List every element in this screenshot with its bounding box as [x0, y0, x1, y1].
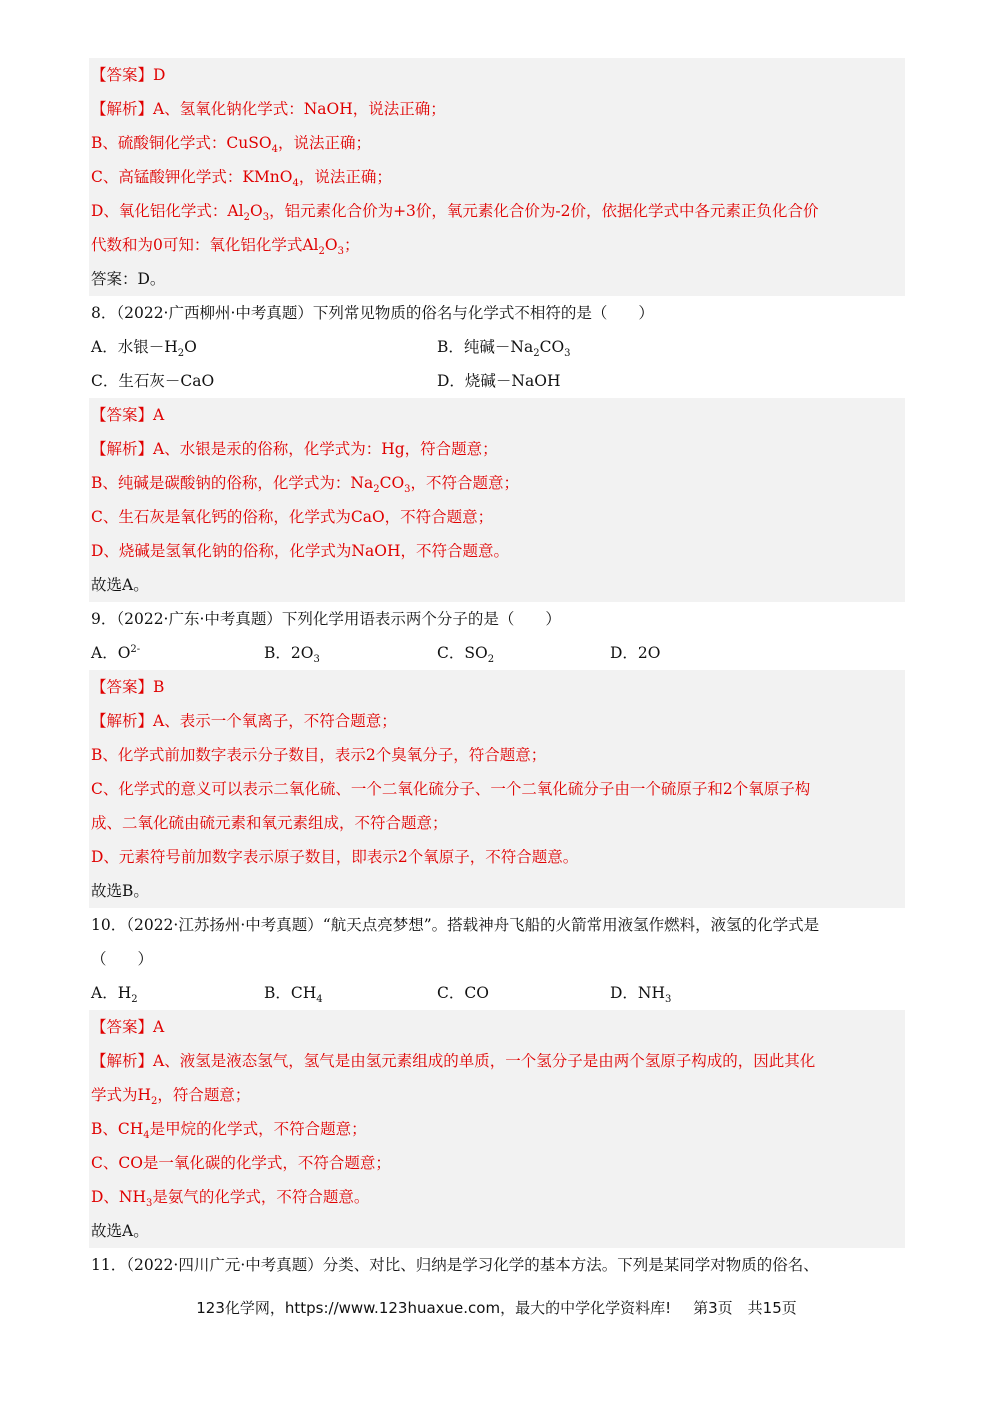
answer-label: 【答案】B [91, 678, 165, 696]
analysis-line: D、氧化铝化学式：$Al_2O_3$，铝元素化合价为+3价，氧元素化合价为-2价，依据化学式中各元素正负化合价 [91, 202, 819, 224]
question-options [89, 976, 905, 1010]
analysis-line: 代数和为0可知：氧化铝化学式$Al_2O_3$； [91, 236, 360, 258]
analysis-line: C、化学式的意义可以表示二氧化硫、一个二氧化硫分子、一个二氧化硫分子由一个硫原子和2个氧原子构 [91, 780, 811, 798]
question-stem-cont: （ ） [91, 950, 154, 968]
analysis-line: 【解析】A、液氢是液态氢气，氢气是由氢元素组成的单质，一个氢分子是由两个氢原子构成的，因此其化 [91, 1052, 816, 1070]
question-stem: 11．（2022·四川广元·中考真题）分类、对比、归纳是学习化学的基本方法。下列是某同学对物质的俗名、 [91, 1256, 819, 1274]
question-stem: 9．（2022·广东·中考真题）下列化学用语表示两个分子的是（ ） [91, 610, 561, 628]
analysis-line: B、化学式前加数字表示分子数目，表示2个臭氧分子，符合题意； [91, 746, 547, 764]
option-c: C．生石灰－CaO [91, 372, 215, 390]
analysis-line: 故选A。 [91, 1222, 149, 1240]
analysis-line: C、高锰酸钾化学式：KMnO$_4$，说法正确； [91, 168, 392, 190]
option-d: D．烧碱－NaOH [437, 372, 561, 390]
answer-block-q10 [89, 1010, 905, 1248]
analysis-line: 学式为$H_2$，符合题意； [91, 1086, 251, 1108]
option-b: B．$CH_4$ [264, 984, 323, 1006]
analysis-line: 答案：D。 [91, 270, 166, 288]
option-c: C．$SO_2$ [437, 644, 495, 666]
analysis-line: B、硫酸铜化学式：CuSO$_4$，说法正确； [91, 134, 371, 156]
footer-site: 123化学网，https://www.123huaxue.com，最大的中学化学资料库! [196, 1299, 672, 1317]
analysis-line: 故选A。 [91, 576, 149, 594]
question-8 [89, 296, 905, 398]
answer-block-q9 [89, 670, 905, 908]
footer-page-number: 第3页 共15页 [693, 1299, 797, 1317]
page-footer [0, 1297, 993, 1318]
answer-block-q7 [89, 58, 905, 296]
analysis-line: C、生石灰是氧化钙的俗称，化学式为CaO，不符合题意； [91, 508, 494, 526]
analysis-line: B、$CH_4$是甲烷的化学式，不符合题意； [91, 1120, 367, 1142]
analysis-line: C、CO是一氧化碳的化学式，不符合题意； [91, 1154, 391, 1172]
option-b: B．$2O_3$ [264, 644, 320, 666]
analysis-line: 【解析】A、水银是汞的俗称，化学式为：Hg，符合题意； [91, 440, 498, 458]
option-a: A．水银$-H_2O$ [91, 338, 197, 360]
analysis-line: B、纯碱是碳酸钠的俗称，化学式为：$Na_2CO_3$，不符合题意； [91, 474, 520, 496]
analysis-line: D、元素符号前加数字表示原子数目，即表示2个氧原子，不符合题意。 [91, 848, 579, 866]
option-d: D．2O [610, 644, 661, 662]
answer-block-q8 [89, 398, 905, 602]
question-stem: 8．（2022·广西柳州·中考真题）下列常见物质的俗名与化学式不相符的是（ ） [91, 304, 654, 322]
question-10 [89, 908, 905, 1010]
analysis-line: D、$NH_3$是氨气的化学式，不符合题意。 [91, 1188, 370, 1210]
answer-label: 【答案】A [91, 1018, 165, 1036]
option-b: B．纯碱$-Na_2CO_3$ [437, 338, 571, 360]
question-options [89, 364, 905, 398]
option-d: D．$NH_3$ [610, 984, 672, 1006]
analysis-line: D、烧碱是氢氧化钠的俗称，化学式为NaOH，不符合题意。 [91, 542, 509, 560]
question-stem: 10．（2022·江苏扬州·中考真题）“航天点亮梦想”。搭载神舟飞船的火箭常用液氢作燃料，液氢的化学式是 [91, 916, 820, 934]
analysis-line: 【解析】A、表示一个氧离子，不符合题意； [91, 712, 397, 730]
question-11 [89, 1248, 905, 1282]
analysis-line: 故选B。 [91, 882, 149, 900]
analysis-line: 成、二氧化硫由硫元素和氧元素组成，不符合题意； [91, 814, 448, 832]
question-options [89, 330, 905, 364]
option-a: A．$H_2$ [91, 984, 138, 1006]
page-content [89, 58, 905, 1282]
answer-label: 【答案】A [91, 406, 165, 424]
option-c: C．CO [437, 984, 489, 1002]
answer-label: 【答案】D [91, 66, 166, 84]
question-9 [89, 602, 905, 670]
question-options [89, 636, 905, 670]
option-a: A．$O^{2-}$ [91, 643, 141, 662]
analysis-line: 【解析】A、氢氧化钠化学式：NaOH，说法正确； [91, 100, 446, 118]
